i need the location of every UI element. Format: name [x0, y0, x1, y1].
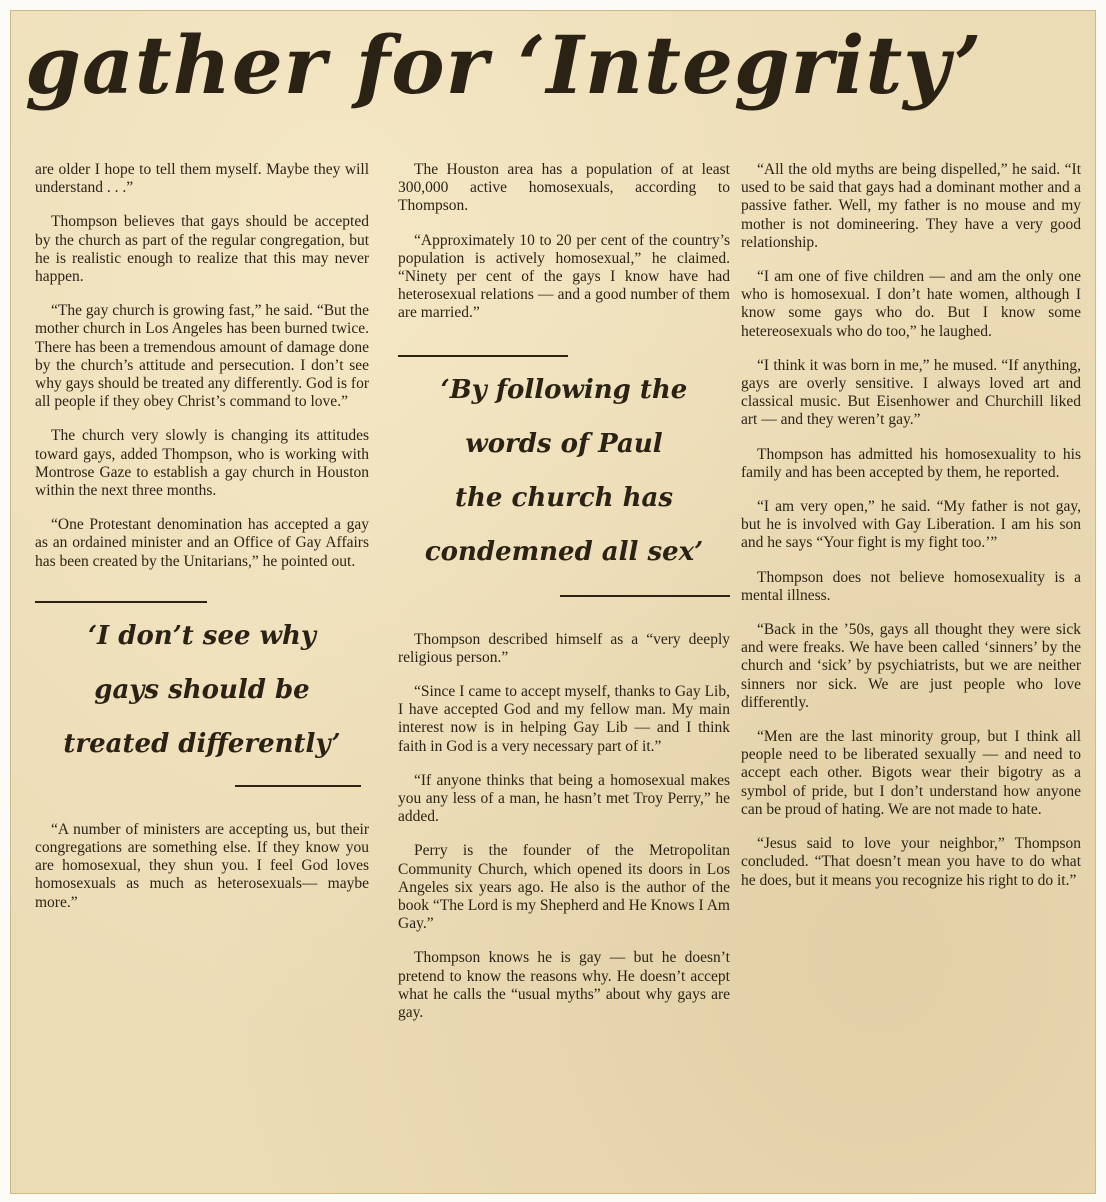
column-1 — [35, 161, 369, 928]
paragraph: The Houston area has a population of at least 300,000 active homosexuals, according to Thompson. — [398, 161, 730, 215]
paragraph: “Men are the last minority group, but I think all people need to be liberated sexually — and need to accept each other. Bigots wear their bigotry as a symbol of pride, but I don’t understand how anyone can be proud of hating. We are not made to hate. — [741, 728, 1081, 818]
column-2 — [398, 161, 730, 1038]
pull-quote-rule-bottom — [560, 595, 730, 597]
pull-quote-line: ‘I don’t see why — [88, 620, 316, 651]
pull-quote-line: words of Paul — [465, 428, 663, 459]
paragraph: “I am one of five children — and am the only one who is homosexual. I don’t hate women, although I know some gays who do. But I know some hetereosexuals who do too,” he laughed. — [741, 268, 1081, 340]
pull-quote-rule-top — [35, 601, 207, 603]
column-3 — [741, 161, 1081, 906]
pull-quote-2 — [398, 363, 730, 579]
paragraph: “A number of ministers are accepting us, but their congregations are something else. If they know you are homosexual, they shun you. I feel God loves homosexuals as much as heterosexuals— maybe more.” — [35, 820, 369, 911]
pull-quote-line: gays should be — [94, 674, 310, 705]
paragraph: “One Protestant denomination has accepted a gay as an ordained minister and an Office of Gay Affairs has been created by the Unitarians,” he pointed out. — [35, 516, 369, 570]
pull-quote-1 — [35, 609, 369, 771]
paragraph: “I think it was born in me,” he mused. “If anything, gays are overly sensitive. I always loved art and classical music. But Eisenhower and Churchill liked art — and they weren’t gay.” — [741, 356, 1081, 429]
pull-quote-rule-top — [398, 355, 568, 357]
pull-quote-line: treated differently’ — [63, 728, 341, 759]
paragraph: Thompson does not believe homosexuality is a mental illness. — [741, 568, 1081, 604]
paragraph: “All the old myths are being dispelled,” he said. “It used to be said that gays had a dominant mother and a passive father. Well, my father is no mouse and my mother is not domineering. They have a very good relationship. — [741, 161, 1081, 251]
pull-quote-rule-bottom — [235, 785, 361, 787]
headline: gather for ‘Integrity’ — [25, 18, 983, 112]
paragraph: Thompson believes that gays should be accepted by the church as part of the regular congregation, but he is realistic enough to realize that this may never happen. — [35, 213, 369, 286]
paragraph: Perry is the founder of the Metropolitan Community Church, which opened its doors in Los Angeles six years ago. He also is the author of the book “The Lord is my Shepherd and He Knows I Am Gay.” — [398, 842, 730, 933]
pull-quote-line: ‘By following the — [440, 374, 688, 405]
pull-quote-line: condemned all sex’ — [424, 536, 704, 567]
paragraph: are older I hope to tell them myself. Maybe they will understand . . .” — [35, 161, 369, 197]
pull-quote-line: the church has — [454, 482, 674, 513]
paragraph: “Approximately 10 to 20 per cent of the country’s population is actively homosexual,” he claimed. “Ninety per cent of the gays I know have had heterosexual relations — and a good number of them are married.” — [398, 231, 730, 322]
paragraph: “Since I came to accept myself, thanks to Gay Lib, I have accepted God and my fellow man. My main interest now is in helping Gay Lib — and I think faith in God is a very necessary part of it.” — [398, 683, 730, 755]
paragraph: The church very slowly is changing its attitudes toward gays, added Thompson, who is working with Montrose Gaze to establish a gay church in Houston within the next three months. — [35, 427, 369, 500]
paragraph: “The gay church is growing fast,” he said. “But the mother church in Los Angeles has been burned twice. There has been a tremendous amount of damage done by the church’s attitude and persecution. I don’t see why gays should be treated any differently. God is for all people if they obey Christ’s command to love.” — [35, 302, 369, 411]
paragraph: Thompson has admitted his homosexuality to his family and has been accepted by them, he reported. — [741, 445, 1081, 481]
newspaper-clipping — [10, 10, 1096, 1194]
paragraph: Thompson described himself as a “very deeply religious person.” — [398, 630, 730, 666]
paragraph: “Back in the ’50s, gays all thought they were sick and were freaks. We have been called ‘sinners’ by the church and ‘sick’ by psychiatrists, but we are neither sinners nor sick. We are just people who love differently. — [741, 621, 1081, 711]
paragraph: “If anyone thinks that being a homosexual makes you any less of a man, he hasn’t met Troy Perry,” he added. — [398, 771, 730, 826]
paragraph: “I am very open,” he said. “My father is not gay, but he is involved with Gay Liberation. I am his son and he says “Your fight is my fight too.’” — [741, 498, 1081, 552]
paragraph: Thompson knows he is gay — but he doesn’t pretend to know the reasons why. He doesn’t accept what he calls the “usual myths” about why gays are gay. — [398, 949, 730, 1022]
paragraph: “Jesus said to love your neighbor,” Thompson concluded. “That doesn’t mean you have to do what he does, but it means you recognize his right to do it.” — [741, 835, 1081, 889]
